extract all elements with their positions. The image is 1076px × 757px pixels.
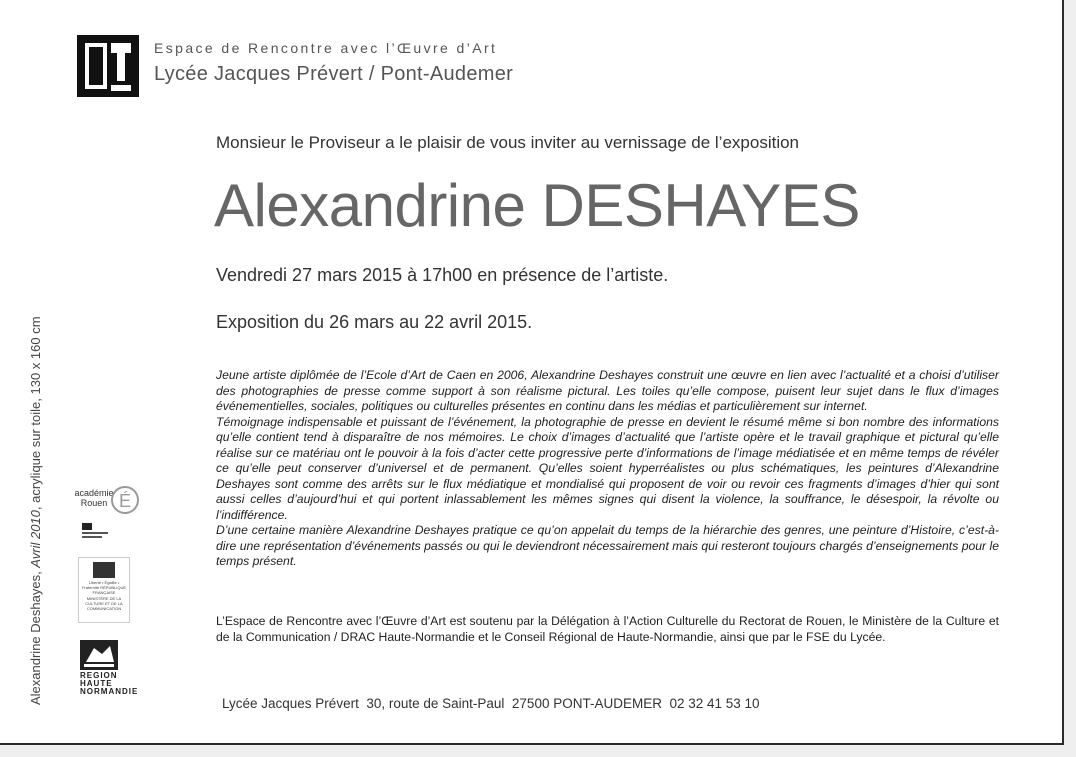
marianne-icon (93, 562, 115, 578)
header-organization: Espace de Rencontre avec l’Œuvre d’Art (154, 40, 498, 56)
description-paragraph: Témoignage indispensable et puissant de l’événement, la photographie de presse en devient le résumé même si bon nombre des informations qu’elle contient tend à disparaître de nos mémoires. Le choix d’images d’actualité que l’artiste opère et le travail graphique et pictural qu’elle réalise sur ce matériau ont le pouvoir à la fois d’acter cette progressive perte d’informations de l’image médiatisée et en même temps de révéler ce qu’elle peut conserver d’universel et de permanent. Qu’elles soient hyperréalistes ou plus schématiques, les peintures d’Alexandrine Deshayes sont comme des arrêts sur le flux médiatique et mondialisé qui proposent de voir ou revoir ces fragments d’images d’hier qui sont aussi celles d’aujourd’hui et qui portent inlassablement les mêmes signes qui disent la violence, la souffrance, le désespoir, la révolte ou l’indifférence. (216, 414, 999, 522)
region-emblem-icon (80, 640, 118, 670)
description-paragraph: Jeune artiste diplômée de l’Ecole d’Art de Caen en 2006, Alexandrine Deshayes construit une œuvre en lien avec l’actualité et a choisi d’utiliser des photographies de presse comme support à son réalisme pictural. Les toiles qu’elle compose, puisent leur sujet dans le flux d’images événementielles, sociales, politiques ou culturelles présentes en continu dans les médias et particulièrement sur internet. (216, 368, 999, 413)
academie-rouen-logo: académie Rouen (74, 488, 114, 508)
page-shadow-right (1064, 0, 1076, 757)
svg-text:É: É (118, 491, 132, 511)
school-address: Lycée Jacques Prévert 30, route de Saint-Paul 27500 PONT-AUDEMER 02 32 41 53 10 (222, 696, 760, 711)
academie-e-icon (111, 478, 139, 516)
caption-artist: Alexandrine Deshayes, (28, 567, 43, 705)
ministere-name: MINISTÈRE DE LA CULTURE ET DE LA COMMUNICATION (85, 596, 123, 611)
artist-description (216, 368, 999, 570)
republique-small-logo (80, 522, 110, 540)
exhibition-dates: Exposition du 26 mars au 22 avril 2015. (216, 312, 533, 332)
support-text: L’Espace de Rencontre avec l’Œuvre d’Art est soutenu par la Délégation à l’Action Culturelle du Rectorat de Rouen, le Ministère de la Culture et de la Communication / DRAC Haute-Normandie et le Conseil Régional de Haute-Normandie, ainsi que par le FSE du Lycée. (216, 614, 999, 644)
invitation-intro: Monsieur le Proviseur a le plaisir de vous inviter au vernissage de l’exposition (216, 133, 800, 152)
page-shadow-bottom (0, 745, 1076, 757)
header-school: Lycée Jacques Prévert / Pont-Audemer (154, 63, 514, 85)
era-logo-icon (77, 35, 139, 97)
region-name: REGION HAUTE NORMANDIE (80, 671, 139, 696)
vernissage-date: Vendredi 27 mars 2015 à 17h00 en présence de l’artiste. (216, 265, 669, 285)
page-border-right (1062, 0, 1064, 744)
description-paragraph: D’une certaine manière Alexandrine Deshayes pratique ce qu’on appelait du temps de la hiérarchie des genres, une peinture d’Histoire, c’est-à-dire une représentation d’événements passés ou qui le deviendront nécessairement mais qui resteront toujours chargés d’enseignements pour le temps présent. (216, 523, 999, 568)
ministere-motto: Liberté • Égalité • Fraternité RÉPUBLIQUE FRANÇAISE (81, 580, 126, 595)
region-haute-normandie-logo (80, 640, 139, 706)
artwork-caption (28, 316, 43, 705)
page-border-bottom (0, 743, 1064, 745)
ministere-culture-logo (78, 557, 130, 623)
caption-title: Avril 2010 (28, 510, 43, 568)
support-statement (216, 614, 999, 645)
artist-name: Alexandrine DESHAYES (214, 172, 860, 239)
caption-details: , acrylique sur toile, 130 x 160 cm (28, 316, 43, 511)
